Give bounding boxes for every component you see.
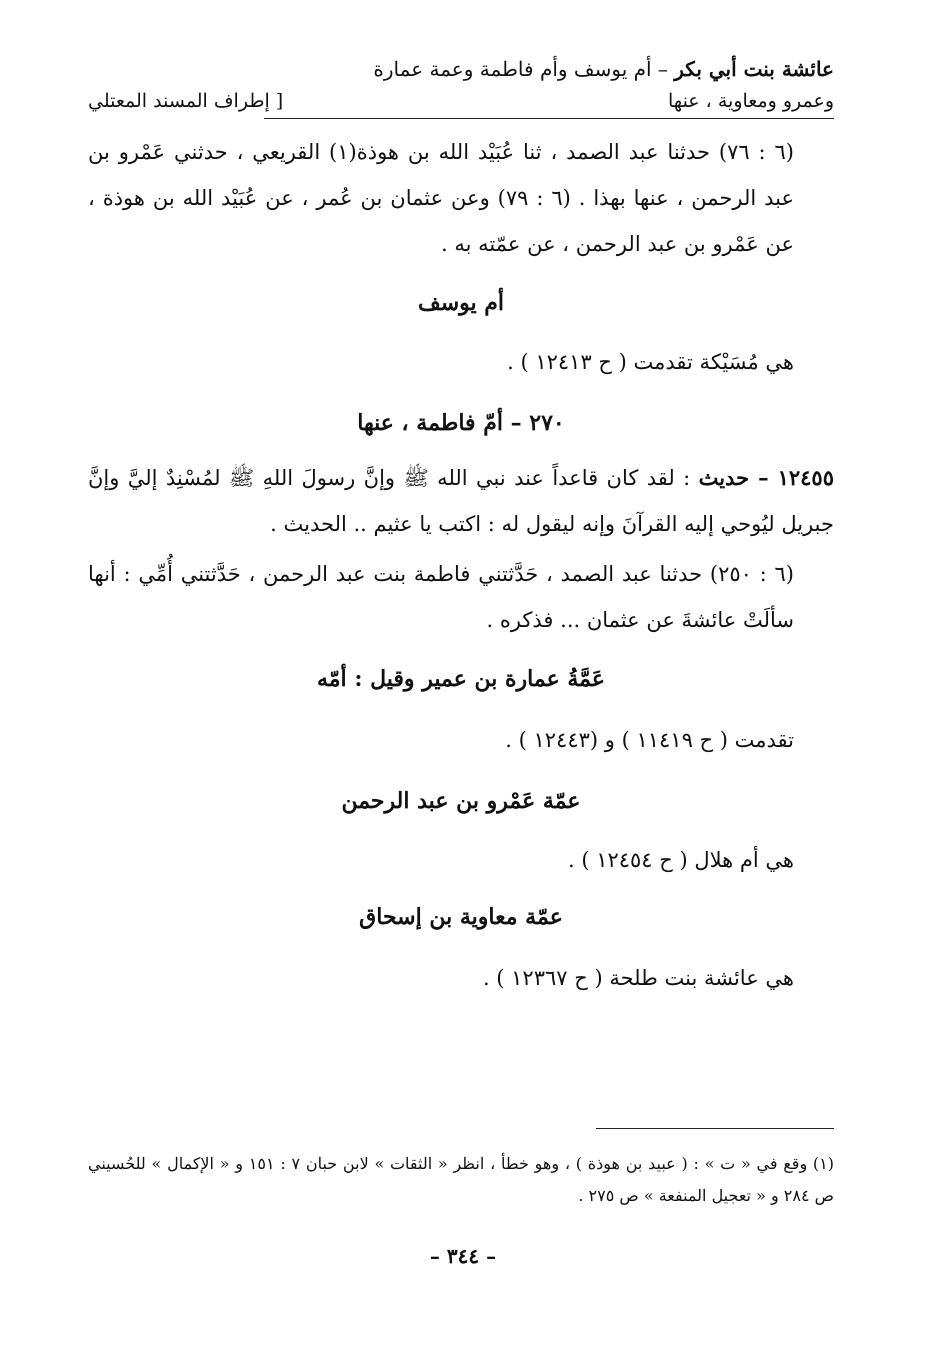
section-heading-270: ٢٧٠ – أمّ فاطمة ، عنها <box>357 410 565 436</box>
header-title-bold: عائشة بنت أبي بكر <box>674 57 834 81</box>
running-header-title <box>88 52 834 86</box>
hadith-paragraph <box>88 455 834 547</box>
footnote: (١) وقع في « ت » : ( عبيد بن هوذة ) ، وهو خطأ ، انظر « الثقات » لابن حبان ٧ : ١٥١ و « الإكمال » للحُسيني ص ٢٨٤ و « تعجيل المنفعة » ص ٢٧٥ . <box>88 1154 835 1205</box>
paragraph-amma-muawiya: هي عائشة بنت طلحة ( ح ١٢٣٦٧ ) . <box>482 966 794 990</box>
hadith-text: : لقد كان قاعداً عند نبي الله ﷺ وإنَّ رسولَ اللهِ ﷺ لمُسْنِدٌ إليَّ وإنَّ جبريل ليُوحي إليه القرآنَ وإنه ليقول له : اكتب يا عثيم .. الحديث . <box>88 466 834 536</box>
header-rule <box>264 118 834 119</box>
section-heading-amma-muawiya: عمّة معاوية بن إسحاق <box>359 904 563 930</box>
page-number: – ٣٤٤ – <box>429 1244 497 1268</box>
paragraph-amma-umara: تقدمت ( ح ١١٤١٩ ) و (١٢٤٤٣ ) . <box>505 728 794 752</box>
section-heading-amma-umara: عَمَّةُ عمارة بن عمير وقيل : أمّه <box>316 666 606 692</box>
section-heading-amma-amr: عمّة عَمْرو بن عبد الرحمن <box>341 788 581 814</box>
page-body <box>88 52 834 1001</box>
paragraph-amma-amr: هي أم هلال ( ح ١٢٤٥٤ ) . <box>567 848 794 872</box>
header-book-title: [ إطراف المسند المعتلي <box>88 90 284 112</box>
section-heading-umm-yusuf: أم يوسف <box>417 290 505 316</box>
isnad-paragraph: (٦ : ٧٦) حدثنا عبد الصمد ، ثنا عُبَيْد الله بن هوذة(١) القريعي ، حدثني عَمْرو بن عبد الرحمن ، عنها بهذا . (٦ : ٧٩) وعن عثمان بن عُمر ، عن عُبَيْد الله بن هوذة ، عن عَمْرو بن عبد الرحمن ، عن عمّته به . <box>88 140 794 256</box>
paragraph-umm-yusuf: هي مُسَيْكة تقدمت ( ح ١٢٤١٣ ) . <box>507 350 794 374</box>
hadith-keyword: – حديث <box>698 465 778 490</box>
header-subtitle: وعمرو ومعاوية ، عنها <box>668 90 834 112</box>
header-title-rest: – أم يوسف وأم فاطمة وعمة عمارة <box>373 57 675 81</box>
hadith-number: ١٢٤٥٥ <box>777 465 834 490</box>
footnote-rule <box>596 1128 834 1129</box>
running-header-sub <box>88 86 834 118</box>
chain-paragraph: (٦ : ٢٥٠) حدثنا عبد الصمد ، حَدَّثتني فاطمة بنت عبد الرحمن ، حَدَّثتني أُمِّي : أنها سألَتْ عائشةَ عن عثمان ... فذكره . <box>88 562 794 632</box>
